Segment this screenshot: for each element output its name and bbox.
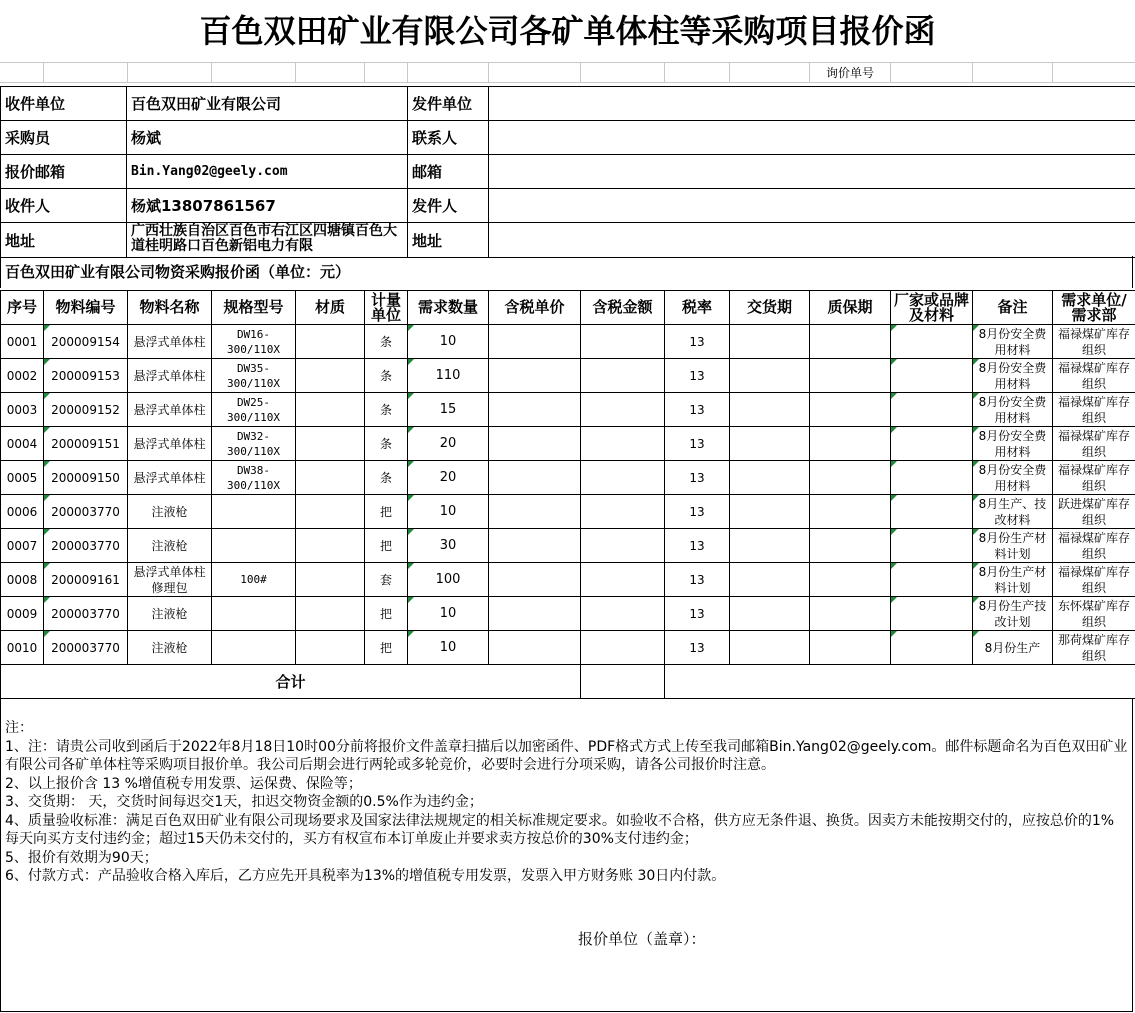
inquiry-number-label: 询价单号 (825, 66, 874, 80)
buyer-label: 采购员 (1, 121, 127, 155)
document-title: 百色双田矿业有限公司各矿单体柱等采购项目报价函 (0, 0, 1135, 63)
remark: 8月份生产材料计划 (973, 563, 1053, 597)
total-label: 合计 (1, 665, 581, 699)
sender-label: 发件人 (408, 189, 489, 223)
note-line: 2、以上报价含 13 %增值税专用发票、运保费、保险等； (5, 775, 362, 792)
total-row (1, 665, 1135, 699)
tax-rate: 13 (665, 597, 730, 631)
row-number: 0005 (1, 461, 44, 495)
total-blank (665, 665, 1135, 699)
amount-input[interactable] (581, 563, 665, 597)
column-header: 序号 (1, 291, 44, 325)
material-code: 200009161 (44, 563, 128, 597)
brand-input[interactable] (891, 325, 973, 359)
remark: 8月份安全费用材料 (973, 461, 1053, 495)
contact-value[interactable] (489, 121, 1135, 155)
delivery-input[interactable] (730, 393, 810, 427)
material-type[interactable] (296, 427, 365, 461)
measure-unit: 条 (365, 461, 408, 495)
email-value[interactable] (489, 155, 1135, 189)
row-number: 0003 (1, 393, 44, 427)
column-header: 质保期 (810, 291, 891, 325)
spacer-row (0, 62, 1135, 83)
amount-input[interactable] (581, 529, 665, 563)
address-value: 广西壮族自治区百色市右江区四塘镇百色大道桂明路口百色新铝电力有限 (127, 223, 408, 258)
delivery-input[interactable] (730, 359, 810, 393)
contact-label: 联系人 (408, 121, 489, 155)
delivery-input[interactable] (730, 597, 810, 631)
column-header: 备注 (973, 291, 1053, 325)
notes-heading: 注： (5, 720, 33, 736)
table-row (1, 427, 1135, 461)
brand-input[interactable] (891, 461, 973, 495)
demand-quantity: 10 (408, 597, 489, 631)
amount-input[interactable] (581, 631, 665, 665)
warranty-input[interactable] (810, 631, 891, 665)
demand-department: 那荷煤矿库存组织 (1053, 631, 1135, 665)
remark: 8月份生产技改计划 (973, 597, 1053, 631)
material-name: 悬浮式单体柱 (128, 427, 212, 461)
warranty-input[interactable] (810, 461, 891, 495)
warranty-input[interactable] (810, 529, 891, 563)
demand-quantity: 100 (408, 563, 489, 597)
amount-input[interactable] (581, 427, 665, 461)
measure-unit: 条 (365, 325, 408, 359)
column-header: 交货期 (730, 291, 810, 325)
brand-input[interactable] (891, 495, 973, 529)
measure-unit: 把 (365, 631, 408, 665)
table-row (1, 597, 1135, 631)
column-header: 计量单位 (365, 291, 408, 325)
tax-rate: 13 (665, 529, 730, 563)
brand-input[interactable] (891, 529, 973, 563)
demand-quantity: 15 (408, 393, 489, 427)
measure-unit: 条 (365, 393, 408, 427)
demand-quantity: 10 (408, 325, 489, 359)
material-type[interactable] (296, 393, 365, 427)
column-header: 需求数量 (408, 291, 489, 325)
spec-model: DW32-300/110X (212, 427, 296, 461)
demand-department: 福禄煤矿库存组织 (1053, 461, 1135, 495)
demand-department: 福禄煤矿库存组织 (1053, 359, 1135, 393)
delivery-input[interactable] (730, 461, 810, 495)
spec-model: DW16-300/110X (212, 325, 296, 359)
demand-quantity: 20 (408, 427, 489, 461)
table-row (1, 563, 1135, 597)
column-header: 含税单价 (489, 291, 581, 325)
amount-input[interactable] (581, 393, 665, 427)
warranty-input[interactable] (810, 427, 891, 461)
material-name: 注液枪 (128, 529, 212, 563)
material-name: 悬浮式单体柱 (128, 461, 212, 495)
tax-rate: 13 (665, 563, 730, 597)
quoting-unit-stamp-label: 报价单位（盖章）： (578, 930, 706, 948)
tax-rate: 13 (665, 495, 730, 529)
row-number: 0006 (1, 495, 44, 529)
unit-price-input[interactable] (489, 631, 581, 665)
delivery-input[interactable] (730, 325, 810, 359)
total-amount[interactable] (581, 665, 665, 699)
column-header: 税率 (665, 291, 730, 325)
demand-department: 福禄煤矿库存组织 (1053, 427, 1135, 461)
demand-department: 福禄煤矿库存组织 (1053, 563, 1135, 597)
unit-price-input[interactable] (489, 325, 581, 359)
material-code: 200009150 (44, 461, 128, 495)
warranty-input[interactable] (810, 393, 891, 427)
table-row (1, 495, 1135, 529)
demand-quantity: 30 (408, 529, 489, 563)
table-row (1, 359, 1135, 393)
material-code: 200003770 (44, 495, 128, 529)
remark: 8月份安全费用材料 (973, 359, 1053, 393)
brand-input[interactable] (891, 597, 973, 631)
row-number: 0008 (1, 563, 44, 597)
material-code: 200003770 (44, 631, 128, 665)
material-type[interactable] (296, 325, 365, 359)
spec-model (212, 597, 296, 631)
amount-input[interactable] (581, 461, 665, 495)
tax-rate: 13 (665, 325, 730, 359)
remark: 8月份安全费用材料 (973, 427, 1053, 461)
tax-rate: 13 (665, 393, 730, 427)
amount-input[interactable] (581, 495, 665, 529)
material-code: 200003770 (44, 529, 128, 563)
measure-unit: 把 (365, 597, 408, 631)
note-line: 5、报价有效期为90天； (5, 849, 158, 866)
material-name: 悬浮式单体柱 (128, 325, 212, 359)
amount-input[interactable] (581, 359, 665, 393)
material-code: 200003770 (44, 597, 128, 631)
material-code: 200009153 (44, 359, 128, 393)
material-name: 悬浮式单体柱 (128, 393, 212, 427)
sender-address-label: 地址 (408, 223, 489, 258)
sender-value[interactable] (489, 189, 1135, 223)
delivery-input[interactable] (730, 495, 810, 529)
quote-email-label: 报价邮箱 (1, 155, 127, 189)
tax-rate: 13 (665, 461, 730, 495)
note-line: 1、注：请贵公司收到函后于2022年8月18日10时00分前将报价文件盖章扫描后以加密函件、PDF格式方式上传至我司邮箱Bin.Yang02@geely.com。邮件标题命名为百色双田矿业有限公司各矿单体柱等采购项目报价单。我公司后期会进行两轮或多轮竞价，必要时会进行分项采购，请各公司报价时注意。 (5, 738, 1128, 773)
material-name: 注液枪 (128, 597, 212, 631)
measure-unit: 条 (365, 359, 408, 393)
tax-rate: 13 (665, 359, 730, 393)
unit-price-input[interactable] (489, 393, 581, 427)
material-type[interactable] (296, 495, 365, 529)
recipient-label: 收件人 (1, 189, 127, 223)
unit-price-input[interactable] (489, 597, 581, 631)
unit-price-input[interactable] (489, 359, 581, 393)
column-header: 物料名称 (128, 291, 212, 325)
address-label: 地址 (1, 223, 127, 258)
sender-unit-value[interactable] (489, 87, 1135, 121)
demand-quantity: 10 (408, 631, 489, 665)
unit-price-input[interactable] (489, 529, 581, 563)
spec-model: DW25-300/110X (212, 393, 296, 427)
spec-model: 100# (212, 563, 296, 597)
demand-department: 东怀煤矿库存组织 (1053, 597, 1135, 631)
note-line: 6、付款方式：产品验收合格入库后，乙方应先开具税率为13%的增值税专用发票，发票入甲方财务账 30日内付款。 (5, 868, 726, 884)
warranty-input[interactable] (810, 563, 891, 597)
unit-price-input[interactable] (489, 427, 581, 461)
measure-unit: 把 (365, 495, 408, 529)
unit-price-input[interactable] (489, 461, 581, 495)
quote-email-value: Bin.Yang02@geely.com (127, 155, 408, 189)
demand-quantity: 20 (408, 461, 489, 495)
row-number: 0007 (1, 529, 44, 563)
amount-input[interactable] (581, 597, 665, 631)
column-header: 规格型号 (212, 291, 296, 325)
note-line: 4、质量验收标准：满足百色双田矿业有限公司现场要求及国家法律法规规定的相关标准规定要求。如验收不合格，供方应无条件退、换货。因卖方未能按期交付的，应按总价的1% 每天向买方支付违约金；超过15天仍未交付的，买方有权宣布本订单废止并要求卖方按总价的30%支付违约金； (5, 812, 1115, 847)
sender-address-value[interactable] (489, 223, 1135, 258)
warranty-input[interactable] (810, 597, 891, 631)
brand-input[interactable] (891, 563, 973, 597)
delivery-input[interactable] (730, 529, 810, 563)
notes-section (0, 698, 1133, 1012)
demand-quantity: 10 (408, 495, 489, 529)
table-row (1, 325, 1135, 359)
header-info-table (0, 86, 1135, 258)
brand-input[interactable] (891, 359, 973, 393)
brand-input[interactable] (891, 393, 973, 427)
delivery-input[interactable] (730, 631, 810, 665)
remark: 8月份生产材料计划 (973, 529, 1053, 563)
spec-model (212, 495, 296, 529)
spec-model (212, 631, 296, 665)
buyer-value: 杨斌 (127, 121, 408, 155)
recipient-value: 杨斌13807861567 (127, 189, 408, 223)
column-header: 物料编号 (44, 291, 128, 325)
column-header: 含税金额 (581, 291, 665, 325)
delivery-input[interactable] (730, 427, 810, 461)
material-code: 200009151 (44, 427, 128, 461)
demand-department: 福禄煤矿库存组织 (1053, 529, 1135, 563)
material-type[interactable] (296, 529, 365, 563)
measure-unit: 套 (365, 563, 408, 597)
delivery-input[interactable] (730, 563, 810, 597)
sender-unit-label: 发件单位 (408, 87, 489, 121)
spec-model: DW38-300/110X (212, 461, 296, 495)
unit-price-input[interactable] (489, 563, 581, 597)
column-header-row (1, 291, 1135, 325)
table-row (1, 529, 1135, 563)
column-header: 材质 (296, 291, 365, 325)
material-name: 注液枪 (128, 495, 212, 529)
column-header: 厂家或品牌及材料 (891, 291, 973, 325)
demand-quantity: 110 (408, 359, 489, 393)
measure-unit: 条 (365, 427, 408, 461)
email-label: 邮箱 (408, 155, 489, 189)
warranty-input[interactable] (810, 325, 891, 359)
row-number: 0004 (1, 427, 44, 461)
warranty-input[interactable] (810, 359, 891, 393)
table-row (1, 631, 1135, 665)
material-name: 注液枪 (128, 631, 212, 665)
demand-department: 跃进煤矿库存组织 (1053, 495, 1135, 529)
table-row (1, 393, 1135, 427)
items-table (0, 290, 1135, 699)
brand-input[interactable] (891, 631, 973, 665)
unit-price-input[interactable] (489, 495, 581, 529)
amount-input[interactable] (581, 325, 665, 359)
remark: 8月份安全费用材料 (973, 325, 1053, 359)
receiver-unit-label: 收件单位 (1, 87, 127, 121)
remark: 8月生产、技改材料 (973, 495, 1053, 529)
material-type[interactable] (296, 597, 365, 631)
remark: 8月份安全费用材料 (973, 393, 1053, 427)
material-type[interactable] (296, 563, 365, 597)
note-line: 3、交货期： 天，交货时间每迟交1天，扣迟交物资金额的0.5%作为违约金； (5, 794, 483, 810)
row-number: 0001 (1, 325, 44, 359)
brand-input[interactable] (891, 427, 973, 461)
receiver-unit-value: 百色双田矿业有限公司 (127, 87, 408, 121)
column-header: 需求单位/需求部 (1053, 291, 1135, 325)
material-code: 200009154 (44, 325, 128, 359)
row-number: 0010 (1, 631, 44, 665)
material-type[interactable] (296, 461, 365, 495)
measure-unit: 把 (365, 529, 408, 563)
tax-rate: 13 (665, 427, 730, 461)
spec-model: DW35-300/110X (212, 359, 296, 393)
material-name: 悬浮式单体柱 (128, 359, 212, 393)
table-row (1, 461, 1135, 495)
tax-rate: 13 (665, 631, 730, 665)
section-subheading: 百色双田矿业有限公司物资采购报价函（单位：元） (0, 256, 1133, 288)
material-type[interactable] (296, 631, 365, 665)
row-number: 0009 (1, 597, 44, 631)
demand-department: 福禄煤矿库存组织 (1053, 325, 1135, 359)
spec-model (212, 529, 296, 563)
material-name: 悬浮式单体柱修理包 (128, 563, 212, 597)
warranty-input[interactable] (810, 495, 891, 529)
remark: 8月份生产 (973, 631, 1053, 665)
material-type[interactable] (296, 359, 365, 393)
demand-department: 福禄煤矿库存组织 (1053, 393, 1135, 427)
material-code: 200009152 (44, 393, 128, 427)
row-number: 0002 (1, 359, 44, 393)
